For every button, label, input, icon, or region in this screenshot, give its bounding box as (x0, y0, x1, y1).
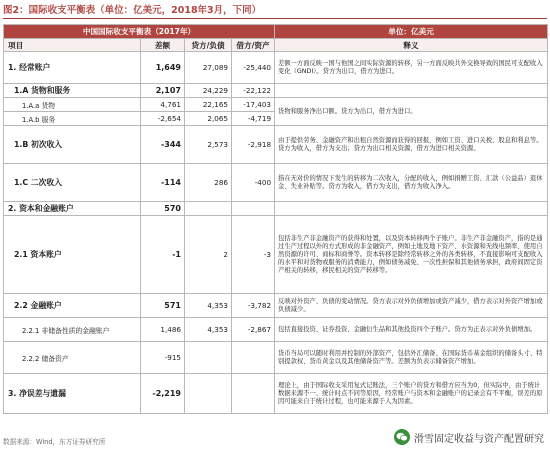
table-row (4, 52, 548, 84)
row-balance: -114 (141, 164, 185, 202)
row-balance: 570 (141, 202, 185, 216)
table-row (4, 126, 548, 164)
column-header-note: 释义 (275, 39, 548, 52)
column-header-credit: 贷方/负债 (185, 39, 232, 52)
row-balance: -344 (141, 126, 185, 164)
table-unit-header: 单位：亿美元 (275, 25, 548, 39)
row-debit: -2,918 (232, 126, 275, 164)
row-item: 1. 经常账户 (4, 52, 141, 84)
row-credit (185, 202, 232, 216)
row-credit: 22,165 (185, 98, 232, 112)
row-note (275, 84, 548, 98)
table-row (4, 342, 548, 374)
row-credit: 4,353 (185, 294, 232, 318)
row-credit: 286 (185, 164, 232, 202)
row-balance: 2,107 (141, 84, 185, 98)
row-balance: -2,654 (141, 112, 185, 126)
row-item: 2.2 金融账户 (4, 294, 141, 318)
row-balance: 571 (141, 294, 185, 318)
table-row (4, 374, 548, 414)
wechat-logo-icon (394, 429, 410, 445)
row-credit: 2,573 (185, 126, 232, 164)
row-debit (232, 342, 275, 374)
row-item: 1.A.b 服务 (4, 112, 141, 126)
row-credit: 24,229 (185, 84, 232, 98)
row-note: 货物和服务净出口额。贷方为出口，借方为进口。 (275, 98, 548, 126)
row-balance: 1,649 (141, 52, 185, 84)
row-credit (185, 342, 232, 374)
row-debit: -22,122 (232, 84, 275, 98)
row-balance: -1 (141, 216, 185, 294)
row-note: 包括非生产非金融资产的获得和处置，以及资本转移两个子账户。非生产非金融资产，指的是通过生产过程以外的方式形成的非金融资产，例如土地及地下资产、水资源和无线电频率、使用自然资源的许可、商标和商誉等。资本转移是除经常转移之外的各类转移，不直接影响可支配收入的水平和对货物或服务的消费能力，例如债务减免、一次性担保和其他债务承担，政府间固定资产相关的转移，移民相关的资产转移等。 (275, 216, 548, 294)
row-note (275, 202, 548, 216)
row-note: 指在无对价的情况下发生的转移为二次收入，分配的收入，例如捐赠工资、汇款（公益品）退休金、失业补贴等。贷方为收入，借方为支出，借方为收入净入。 (275, 164, 548, 202)
balance-of-payments-table (3, 24, 548, 414)
row-debit (232, 374, 275, 414)
row-item: 1.A 货物和服务 (4, 84, 141, 98)
table-row (4, 318, 548, 342)
row-balance: 1,486 (141, 318, 185, 342)
brand-watermark (394, 428, 544, 446)
row-balance: 4,761 (141, 98, 185, 112)
data-source-note: 数据来源：Wind，东方证券研究所 (3, 438, 106, 446)
row-item: 2.2.2 储备资产 (4, 342, 141, 374)
row-credit (185, 374, 232, 414)
row-note: 由于提供劳务、金融资产和出租自然资源而获得的回报，例如工资、进口关税、股息和利息等。贷方为收入，借方为支出；贷方为出口相关资源，借方为进口相关资源。 (275, 126, 548, 164)
row-item: 1.B 初次收入 (4, 126, 141, 164)
row-balance: -2,219 (141, 374, 185, 414)
table-row (4, 164, 548, 202)
row-debit: -4,719 (232, 112, 275, 126)
row-debit: -400 (232, 164, 275, 202)
column-header-debit: 借方/资产 (232, 39, 275, 52)
column-header-balance: 差额 (141, 39, 185, 52)
table-row (4, 202, 548, 216)
row-item: 1.A.a 货物 (4, 98, 141, 112)
table-row (4, 98, 548, 112)
row-item: 2.2.1 非储备性质的金融账户 (4, 318, 141, 342)
row-credit: 27,089 (185, 52, 232, 84)
row-debit: -3,782 (232, 294, 275, 318)
row-note: 理论上，由于国际收支采用复式记账法，三个账户的贷方和借方应当为0，但实际中，由于统计数据来源不一、统计时点不同等原因，经常账户与资本和金融账户的记录会有不平衡，误差的原因可能来自于统计过程，也可能来源于人为因素。 (275, 374, 548, 414)
table-row (4, 84, 548, 98)
row-credit: 2 (185, 216, 232, 294)
column-header-item: 项目 (4, 39, 141, 52)
row-note: 差额一方面反映一国与他国之间实际资源的转移，另一方面反映共外交换导致的国民可支配收入变化（GNDI）。贷方为出口，借方为进口。 (275, 52, 548, 84)
row-item: 2. 资本和金融账户 (4, 202, 141, 216)
row-debit: -17,403 (232, 98, 275, 112)
figure-title: 图2：国际收支平衡表（单位：亿美元，2018年3月，下同） (3, 3, 547, 19)
row-item: 3. 净误差与遗漏 (4, 374, 141, 414)
row-debit: -25,440 (232, 52, 275, 84)
row-note: 货币当局可以随时利用并控制的外部资产，包括外汇储备、在国际货币基金组织的储备头寸、特别提款权、货币黄金以及其他储备资产等。差额为负表示储备资产增加。 (275, 342, 548, 374)
row-note: 包括直接投资、证券投资、金融衍生品和其他投资四个子账户。贷方为正表示对外负债增加。 (275, 318, 548, 342)
row-credit: 2,065 (185, 112, 232, 126)
row-balance: -915 (141, 342, 185, 374)
row-debit (232, 202, 275, 216)
table-left-header: 中国国际收支平衡表（2017年） (4, 25, 275, 39)
row-credit: 4,353 (185, 318, 232, 342)
row-note: 反映对外资产、负债的变动情况。贷方表示对外负债增加或资产减少，借方表示对外资产增加或负债减少。 (275, 294, 548, 318)
brand-name: 滑雪固定收益与资产配置研究 (414, 433, 544, 445)
row-item: 1.C 二次收入 (4, 164, 141, 202)
row-item: 2.1 资本账户 (4, 216, 141, 294)
table-row (4, 216, 548, 294)
row-debit: -2,867 (232, 318, 275, 342)
row-debit: -3 (232, 216, 275, 294)
table-row (4, 294, 548, 318)
